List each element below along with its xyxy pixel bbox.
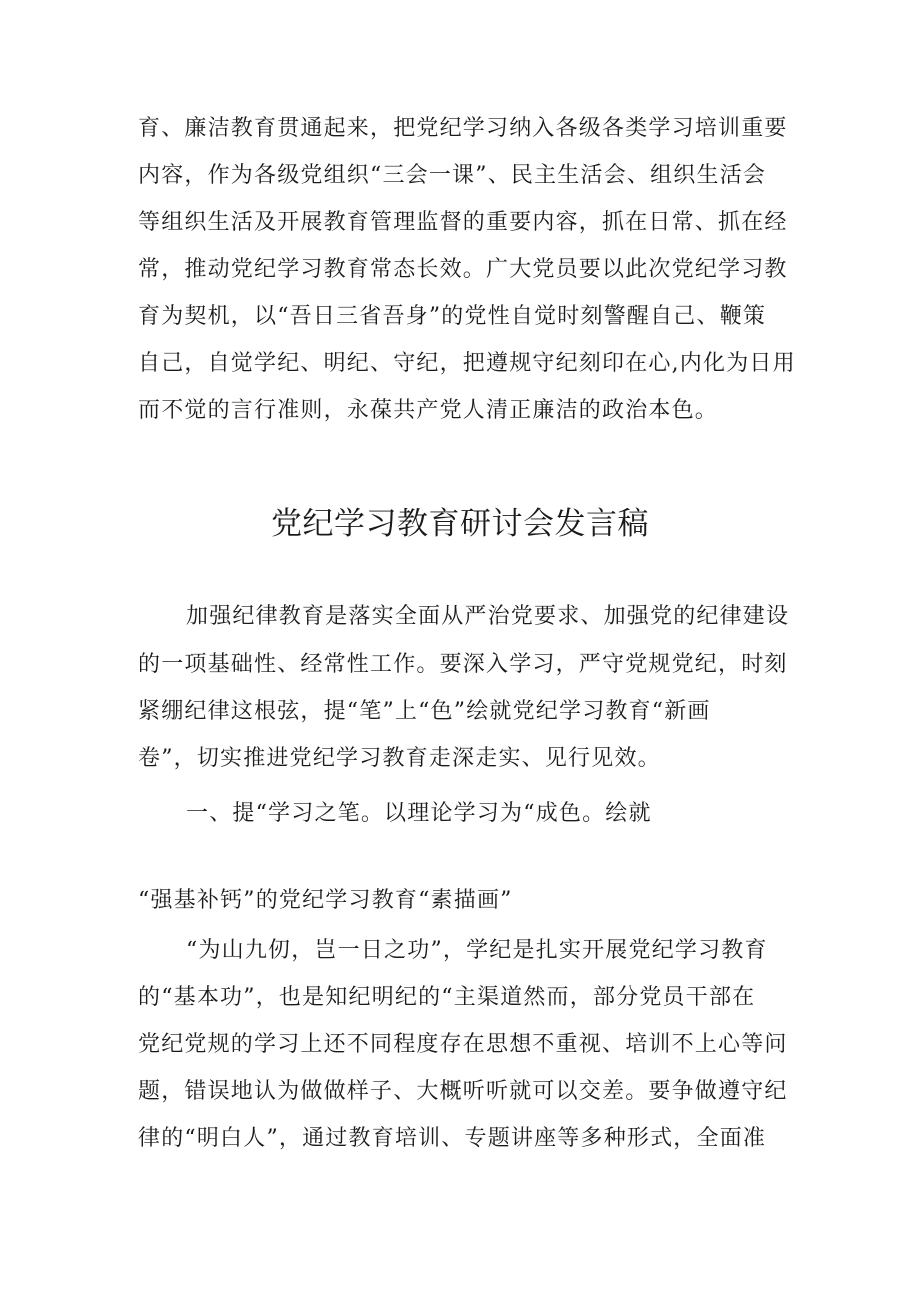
paragraph-line: 等组织生活及开展教育管理监督的重要内容，抓在日常、抓在经 — [138, 210, 788, 235]
paragraph-line: 题，错误地认为做做样子、大概听听就可以交差。要争做遵守纪 — [138, 1079, 788, 1104]
paragraph-line: 加强纪律教育是落实全面从严治党要求、加强党的纪律建设 — [186, 604, 790, 629]
paragraph-line: “为山九仞，岂一日之功”，学纪是扎实开展党纪学习教育 — [186, 938, 768, 963]
paragraph-line: 自己，自觉学纪、明纪、守纪，把遵规守纪刻印在心,内化为日用 — [138, 351, 796, 376]
paragraph-line: 律的“明白人”，通过教育培训、专题讲座等多种形式，全面准 — [138, 1126, 767, 1151]
paragraph-line: 而不觉的言行准则，永葆共产党人清正廉洁的政治本色。 — [138, 398, 719, 423]
paragraph-line: 育为契机，以“吾日三省吾身”的党性自觉时刻警醒自己、鞭策 — [138, 304, 767, 329]
document-title: 党纪学习教育研讨会发言稿 — [271, 506, 649, 542]
paragraph-line: 卷”，切实推进党纪学习教育走深走实、见行见效。 — [138, 746, 661, 771]
paragraph-line: 常，推动党纪学习教育常态长效。广大党员要以此次党纪学习教 — [138, 257, 788, 282]
paragraph-line: 紧绷纪律这根弦，提“笔”上“色”绘就党纪学习教育“新画 — [138, 699, 711, 724]
section-heading-continuation: “强基补钙”的党纪学习教育“素描画” — [138, 888, 513, 913]
paragraph-line: 党纪党规的学习上还不同程度存在思想不重视、培训不上心等问 — [138, 1032, 788, 1057]
paragraph-line: 育、廉洁教育贯通起来，把党纪学习纳入各级各类学习培训重要 — [138, 116, 788, 141]
paragraph-line: 的一项基础性、经常性工作。要深入学习，严守党规党纪，时刻 — [138, 652, 788, 677]
paragraph-line: 内容，作为各级党组织“三会一课”、民主生活会、组织生活会 — [138, 163, 767, 188]
paragraph-line: 的“基本功”，也是知纪明纪的“主渠道然而，部分党员干部在 — [138, 985, 756, 1010]
section-heading: 一、提“学习之笔。以理论学习为“成色。绘就 — [186, 801, 652, 826]
